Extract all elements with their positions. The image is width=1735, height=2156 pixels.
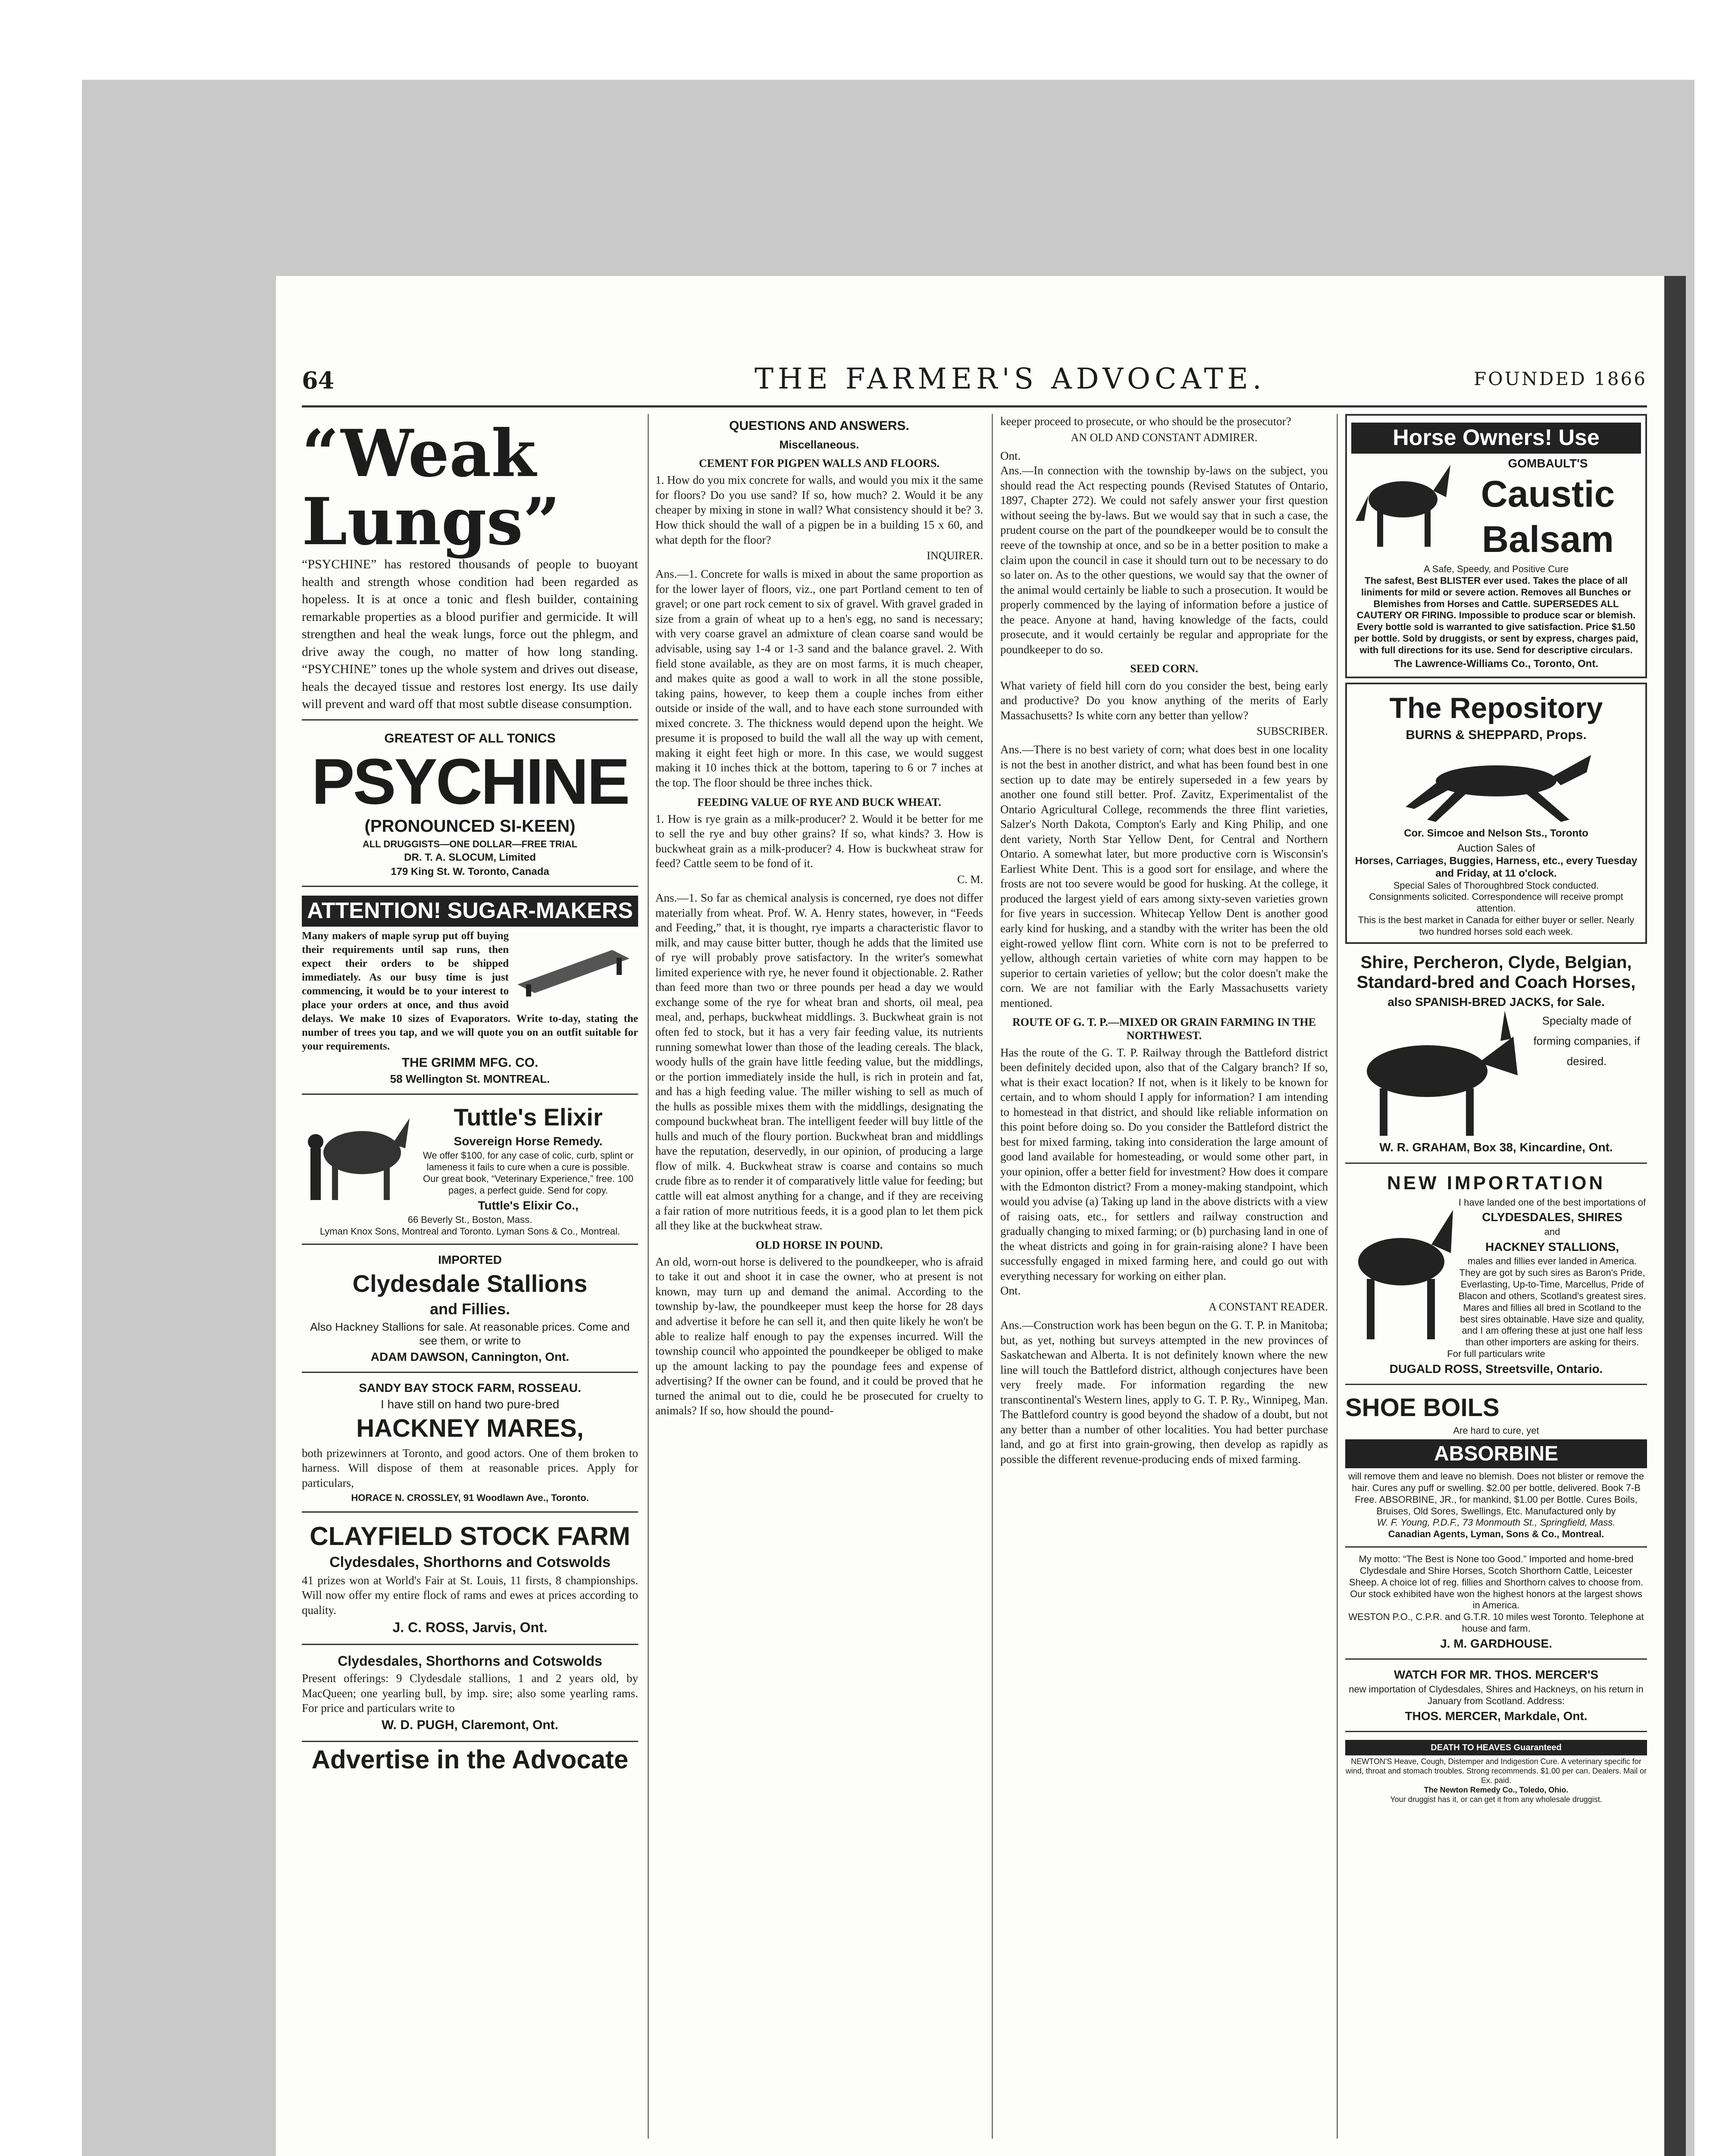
repository-consign: Consignments solicited. Correspondence will receive prompt attention. xyxy=(1369,891,1623,914)
tuttle-address: 66 Beverly St., Boston, Mass. xyxy=(407,1214,532,1225)
dawson-ad xyxy=(302,1245,638,1373)
dawson-signature: ADAM DAWSON, Cannington, Ont. xyxy=(370,1350,570,1363)
ross-ad xyxy=(1345,1164,1647,1385)
newton-ad xyxy=(1345,1732,1647,1811)
answer-body: Ans.—There is no best variety of corn; what does best in one locality is not the best in another district, and what has been found best in one section up to date may be entirely superseded in a few years by another one found still better. Prof. Zavitz, Experimentalist of the Ontario Agricultural College, recommends the three flint varieties, Salzer's North Dakota, Compton's Early and King Philip, and one dent variety, North Star Yellow Dent, for Central and Northern Ontario. A somewhat later, but more productive corn is Wisconsin's Earliest White Dent. This is a good sort for ensilage, and where the frosts are not too severe would be good for husking. At the college, it produced the largest yield of ears among sixty-seven varieties grown for five years in succession. Whitecap Yellow Dent is another good early kind for husking, and a standby with the writer has been the old eight-rowed yellow flint corn. White corn is not to be preferred to yellow, although certain varieties of white corn may happen to be superior to certain varieties of yellow; but the color doesn't make the corn. We are not familiar with the Early Massachusetts variety mentioned. xyxy=(1000,743,1328,1009)
tuttle-body: We offer $100, for any case of colic, curb, splint or lameness it fails to cure when a cure is possible. Our great book, “Veterinary Experience,” free. 100 pages, a perfect guide. Send for copy. xyxy=(423,1150,634,1196)
evaporator-illustration xyxy=(509,933,638,997)
newton-company: The Newton Remedy Co., Toledo, Ohio. xyxy=(1424,1786,1569,1795)
psychine-tagline: GREATEST OF ALL TONICS xyxy=(384,731,556,746)
sandy-bay-intro: I have still on hand two pure-bred xyxy=(380,1398,560,1411)
sandy-bay-signature: HORACE N. CROSSLEY, 91 Woodlawn Ave., Toronto. xyxy=(351,1492,589,1503)
repository-owners: BURNS & SHEPPARD, Props. xyxy=(1406,727,1587,742)
gardhouse-signature: J. M. GARDHOUSE. xyxy=(1440,1636,1552,1650)
mercer-ad xyxy=(1345,1660,1647,1732)
gombault-maker: GOMBAULT'S xyxy=(1508,456,1588,470)
weak-lungs-ad xyxy=(302,414,638,721)
ross-intro: I have landed one of the best importations of xyxy=(1458,1197,1646,1208)
clydesdale-illustration xyxy=(1345,1197,1457,1344)
absorbine-ad xyxy=(1345,1385,1647,1548)
header-rule xyxy=(302,405,1647,407)
horse-and-groom-illustration xyxy=(302,1101,414,1213)
question-title: ROUTE OF G. T. P.—MIXED OR GRAIN FARMING IN THE NORTHWEST. xyxy=(1012,1016,1316,1042)
absorbine-side: Are hard to cure, yet xyxy=(1453,1425,1539,1436)
pugh-body: Present offerings: 9 Clydesdale stallions, 1 and 2 years old, by MacQueen; one yearling bull, by imp. sire; also some yearling rams. For price and particulars write to xyxy=(302,1672,638,1715)
ross-signature: DUGALD ROSS, Streetsville, Ontario. xyxy=(1389,1362,1603,1376)
question-signature: SUBSCRIBER. xyxy=(1256,725,1328,738)
gombault-product-1: Caustic xyxy=(1481,473,1615,515)
psychine-maker: DR. T. A. SLOCUM, Limited xyxy=(404,851,536,863)
column-questions xyxy=(655,414,983,2147)
column-ads-right xyxy=(1345,414,1647,2147)
repository-address: Cor. Simcoe and Nelson Sts., Toronto xyxy=(1404,827,1588,839)
question-title: FEEDING VALUE OF RYE AND BUCK WHEAT. xyxy=(697,796,941,808)
jack-donkey-illustration xyxy=(1345,1011,1526,1140)
grimm-address: 58 Wellington St. MONTREAL. xyxy=(390,1072,550,1086)
dawson-label: IMPORTED xyxy=(438,1253,502,1267)
gardhouse-body: My motto: “The Best is None too Good.” Imported and home-bred Clydesdale and Shire Horses, Scotch Shorthorn Cattle, Leicester Sheep. A choice lot of reg. fillies and Shorthorn calves to choose from. Our stock exhibited have won the highest honors at the largest shows in America. xyxy=(1349,1554,1644,1611)
founded-year: FOUNDED 1866 xyxy=(1474,368,1647,389)
question-body: Has the route of the G. T. P. Railway through the Battleford district been definitely decided upon, also that of the Calgary branch? If so, what is their exact location? If not, when is it likely to be known for certain, and to whom should I apply for information? I am intending to homestead in that district, and should like reliable information on this point before doing so. Do you consider the Battleford district the best for mixed farming, taking into consideration the large amount of good land available for homesteading, or would some other part, in your opinion, offer a better field for investment? How does it compare with the Edmonton district? From a money-making standpoint, which would you advise (a) Taking up land in the above districts with a view of raising oats, etc., for settlers and railway construction and gradually changing to mixed farming; or (b) purchasing land in one of the wheat districts and going in for grain-raising alone? I have been successfully engaged in mixed farming here, and could go out with everything necessary for working on either plan. xyxy=(1000,1046,1328,1282)
gombault-company: The Lawrence-Williams Co., Toronto, Ont. xyxy=(1394,658,1599,670)
clayfield-subheading: Clydesdales, Shorthorns and Cotswolds xyxy=(329,1554,611,1570)
mercer-signature: THOS. MERCER, Markdale, Ont. xyxy=(1405,1709,1588,1723)
clayfield-heading: CLAYFIELD STOCK FARM xyxy=(310,1521,630,1551)
grimm-body: Many makers of maple syrup put off buying their requirements until sap runs, then expect their orders to be shipped immediately. As our busy time is just commencing, it would be to your interest to place your orders at once, and thus avoid delays. We make 10 sizes of Evaporators. Write to-day, stating the number of trees you tap, and we will quote you on an outfit suitable for your requirements. xyxy=(302,930,638,1053)
gombault-tagline: A Safe, Speedy, and Positive Cure xyxy=(1424,564,1569,575)
clayfield-signature: J. C. ROSS, Jarvis, Ont. xyxy=(392,1620,548,1636)
page-header xyxy=(302,362,1647,401)
mercer-body: new importation of Clydesdales, Shires and Hackneys, on his return in January from Scotland. Address: xyxy=(1349,1684,1644,1706)
question-title: CEMENT FOR PIGPEN WALLS AND FLOORS. xyxy=(698,457,940,470)
newton-body: NEWTON'S Heave, Cough, Distemper and Indigestion Cure. A veterinary specific for wind, throat and stomach troubles. Strong recommends. $1.00 per can. Dealers. Mail or Ex. paid. xyxy=(1345,1757,1647,1785)
question-signature: INQUIRER. xyxy=(927,549,983,562)
sandy-bay-ad xyxy=(302,1373,638,1512)
horse-illustration xyxy=(1351,456,1455,551)
ross-heading: NEW IMPORTATION xyxy=(1387,1172,1606,1194)
tuttle-subheading: Sovereign Horse Remedy. xyxy=(454,1134,603,1148)
grimm-ad xyxy=(302,887,638,1095)
column-rule xyxy=(1337,414,1338,2139)
question-body: keeper proceed to prosecute, or who should be the prosecutor? xyxy=(1000,415,1291,428)
question-body: 1. How is rye grain as a milk-producer? 2. Would it be better for me to sell the rye and buy other grains? If so, what kinds? 3. How is buckwheat grain as a milk-producer? 4. How is buckwheat straw for feed? Cattle seem to be fond of it. xyxy=(655,812,983,870)
section-title: QUESTIONS AND ANSWERS. xyxy=(729,419,909,433)
pugh-signature: W. D. PUGH, Claremont, Ont. xyxy=(381,1717,559,1732)
weak-lungs-body: “PSYCHINE” has restored thousands of people to buoyant health and strength whose condition had been regarded as hopeless. It is at once a tonic and flesh builder, containing remarkable properties as a blood purifier and germicide. It will strengthen and heal the weak lungs, force out the phlegm, and drive away the cough, no matter of how long standing. “PSYCHINE” tones up the whole system and drives out disease, heals the decayed tissue and restores lost energy. Its use daily will prevent and ward off that most subtle disease consumption. xyxy=(302,557,638,711)
answer-body: Ans.—In connection with the township by-laws on the subject, you should read the Act respecting pounds (Revised Statutes of Ontario, 1897, Chapter 272). We could not safely answer your first question without seeing the by-laws. But we would say that in such a case, the prudent course on the part of the poundkeeper would be to consult the reeve of the township at once, and so be in a better position to make a claim upon the council in case it should turn out to be necessary to do so later on. As to the other questions, we would say that the owner of the animal would certainly be liable to such a prosecution. It would be properly commenced by the laying of information before a justice of the peace. Anyone at hand, having knowledge of the facts, could prosecute, and it would certainly be regular and appropriate for the poundkeeper to do so. xyxy=(1000,464,1328,656)
ross-hackney: HACKNEY STALLIONS, xyxy=(1485,1240,1619,1253)
column-ads-left xyxy=(302,414,638,2147)
psychine-address: 179 King St. W. Toronto, Canada xyxy=(391,865,549,877)
repository-special: Special Sales of Thoroughbred Stock conducted. xyxy=(1393,880,1599,891)
answer-body: Ans.—1. Concrete for walls is mixed in about the same proportion as for the lower layer of floors, viz., one part Portland cement to ten of gravel; or one part rock cement to six of gravel. With gravel graded in size from a grain of wheat up to a hen's egg, no sand is necessary; with very coarse gravel an admixture of clean coarse sand would be advisable, using say 1-4 or 1-3 sand and the balance gravel. 2. With field stone available, as they are on most farms, it is much cheaper, and makes quite as good a wall to work in all the stone possible, taking pains, however, to keep them a couple inches from either outside or inside of the wall, and to have each stone surrounded with mixed concrete. 3. The thickness would depend upon the height. We presume it is proposed to build the wall all the way up with cement, making it eight feet high or more. In this case, we would suggest making it 10 inches thick at the bottom, tapering to 6 or 7 inches at the top. The floor should be three inches thick. xyxy=(655,567,983,789)
sandy-bay-body: both prizewinners at Toronto, and good actors. One of them broken to harness. Will dispose of them at reasonable prices. Apply for particulars, xyxy=(302,1446,638,1489)
tuttle-agents: Lyman Knox Sons, Montreal and Toronto. Lyman Sons & Co., Montreal. xyxy=(319,1226,620,1237)
gombault-ad xyxy=(1345,414,1647,678)
gombault-heading: Horse Owners! Use xyxy=(1351,423,1641,454)
repository-ad xyxy=(1345,683,1647,944)
question-title: SEED CORN. xyxy=(1130,662,1198,675)
question-signature: AN OLD AND CONSTANT ADMIRER. xyxy=(1071,431,1258,444)
psychine-pronounced: (PRONOUNCED SI-KEEN) xyxy=(364,816,576,836)
repository-goods: Horses, Carriages, Buggies, Harness, etc., every Tuesday and Friday, at 11 o'clock. xyxy=(1355,855,1638,880)
psychine-name: PSYCHINE xyxy=(311,745,629,818)
clayfield-body: 41 prizes won at World's Fair at St. Louis, 11 firsts, 8 championships. Will now offer my entire flock of rams and ewes at prices according to quality. xyxy=(302,1573,638,1617)
tuttle-company: Tuttle's Elixir Co., xyxy=(478,1198,579,1212)
clayfield-ad xyxy=(302,1513,638,1645)
question-title: OLD HORSE IN POUND. xyxy=(755,1238,883,1251)
dawson-heading: Clydesdale Stallions xyxy=(352,1269,588,1297)
absorbine-heading: SHOE BOILS xyxy=(1345,1394,1500,1422)
page-number: 64 xyxy=(302,367,335,394)
gombault-body: The safest, Best BLISTER ever used. Takes the place of all liniments for mild or severe action. Removes all Bunches or Blemishes from Horses and Cattle. SUPERSEDES ALL CAUTERY OR FIRING. Impossible to produce scar or blemish. Every bottle sold is warranted to give satisfaction. Price $1.50 per bottle. Sold by druggists, or sent by express, charges paid, with full directions for its use. Send for descriptive circulars. xyxy=(1354,575,1638,655)
sandy-bay-heading: HACKNEY MARES, xyxy=(356,1414,584,1443)
answer-body: Ans.—Construction work has been begun on the G. T. P. in Manitoba; but, as yet, nothing but surveys attempted in the new provinces of Saskatchewan and Alberta. It is not definitely known where the new line will touch the Battleford district, although conjectures have been very freely made. For information regarding the new transcontinental's Western lines, apply to G. T. P. Ry., Winnipeg, Man. The Battleford country is good beyond the shadow of a doubt, but not any better than a number of other localities. You had better purchase land, and go at first into grain-growing, then develop as rapidly as possible the different revenue-producing ends of mixed farming. xyxy=(1000,1319,1328,1466)
pugh-heading: Clydesdales, Shorthorns and Cotswolds xyxy=(338,1653,602,1669)
tuttle-ad xyxy=(302,1095,638,1245)
grimm-heading: ATTENTION! SUGAR-MAKERS xyxy=(302,896,638,927)
running-horse-illustration xyxy=(1388,746,1604,824)
section-subtitle: Miscellaneous. xyxy=(779,438,859,451)
psychine-ad xyxy=(302,721,638,887)
masthead-title: THE FARMER'S ADVOCATE. xyxy=(755,362,1266,395)
gardhouse-ad xyxy=(1345,1548,1647,1660)
ross-body: males and fillies ever landed in America. They are got by such sires as Baron's Pride, Everlasting, Up-to-Time, Marcellus, Pride of Blacon and others, Scotland's greatest sires. Mares and fillies all bred in Scotland to the best sires obtainable. Have size and quality, and I am offering these at just one half less than other importers are asking for theirs. For full particulars write xyxy=(1447,1256,1646,1359)
question-body: 1. How do you mix concrete for walls, and would you mix it the same for floors? Do you use sand? If so, how much? 2. Would it be any cheaper by mixing in stone in wall? What consistency should it be? 3. How thick should the wall of a pigpen be in a building 15 x 60, and what depth for the floor? xyxy=(655,473,983,546)
absorbine-agents: Canadian Agents, Lyman, Sons & Co., Montreal. xyxy=(1388,1529,1604,1540)
grimm-company: THE GRIMM MFG. CO. xyxy=(401,1056,539,1070)
question-signature: A CONSTANT READER. xyxy=(1209,1300,1328,1313)
advertise-banner: Advertise in the Advocate xyxy=(311,1745,629,1774)
repository-market: This is the best market in Canada for either buyer or seller. Nearly two hundred horses sold each week. xyxy=(1358,915,1635,937)
gardhouse-station: WESTON P.O., C.P.R. and G.T.R. 10 miles west Toronto. Telephone at house and farm. xyxy=(1348,1611,1644,1634)
repository-heading: The Repository xyxy=(1389,691,1603,724)
ross-breeds: CLYDESDALES, SHIRES xyxy=(1482,1210,1622,1224)
gombault-product-2: Balsam xyxy=(1482,519,1614,561)
weak-lungs-heading: “Weak Lungs” xyxy=(302,416,561,560)
question-place: Ont. xyxy=(1000,449,1021,462)
newton-note: Your druggist has it, or can get it from any wholesale druggist. xyxy=(1390,1795,1602,1804)
newton-badge: DEATH TO HEAVES Guaranteed xyxy=(1345,1740,1647,1755)
newspaper-page xyxy=(276,276,1664,2156)
mercer-heading: WATCH FOR MR. THOS. MERCER'S xyxy=(1394,1668,1599,1682)
column-questions-continued xyxy=(1000,414,1328,2147)
psychine-price: ALL DRUGGISTS—ONE DOLLAR—FREE TRIAL xyxy=(362,838,578,849)
tuttle-heading: Tuttle's Elixir xyxy=(454,1103,603,1131)
question-body: An old, worn-out horse is delivered to the poundkeeper, who is afraid to take it out and shoot it in case the owner, who at present is not known, may turn up and demand the animal. According to the township by-law, the poundkeeper must keep the horse for 28 days and advertise it before he can sell it, and then quite likely he won't be able to realize half enough to pay the expenses incurred. Will the township council who appointed the poundkeeper be obliged to make up the amount lacking to pay the poundage fees and expense of advertising? If the owner can be found, and it could be proved that he turned the animal out to die, could he be prosecuted for cruelty to animals? If so, how should the pound- xyxy=(655,1255,983,1417)
absorbine-maker: W. F. Young, P.D.F., 73 Monmouth St., Springfield, Mass. xyxy=(1377,1517,1616,1528)
repository-auction: Auction Sales of xyxy=(1457,842,1535,854)
column-rule xyxy=(992,414,993,2139)
column-rule xyxy=(648,414,649,2139)
absorbine-body: will remove them and leave no blemish. Does not blister or remove the hair. Cures any puff or swelling. $2.00 per bottle, delivered. Book 7-B Free. ABSORBINE, JR., for mankind, $1.00 per Bottle. Cures Boils, Bruises, Old Sores, Swellings, Etc. Manufactured only by xyxy=(1348,1471,1644,1517)
absorbine-product: ABSORBINE xyxy=(1345,1439,1647,1468)
graham-box-text: Specialty made of forming companies, if desired. xyxy=(1533,1014,1640,1068)
question-body: What variety of field hill corn do you consider the best, being early and productive? Do you know anything of the merits of Early Massachusetts? Is white corn any better than yellow? xyxy=(1000,679,1328,722)
graham-signature: W. R. GRAHAM, Box 38, Kincardine, Ont. xyxy=(1379,1141,1613,1154)
question-place: Ont. xyxy=(1000,1284,1021,1297)
answer-body: Ans.—1. So far as chemical analysis is concerned, rye does not differ materially from wheat. Prof. W. A. Henry states, however, in “Feeds and Feeding,” that, it is thought, rye imparts a characteristic flavor to milk, and may cause bitter butter, though he adds that the limited use of rye will probably prove satisfactory. In the writer's somewhat limited experience with rye, he never found it objectionable. 2. Rather than feed more than two or three pounds per head a day we would exchange some of the rye for wheat bran and shorts, oil meal, pea meal, and, perhaps, buckwheat middlings. 3. Buckwheat grain is not often fed to stock, but it has a very fair feeding value, its nutrients running somewhat lower than those of the leading cereals. The black, woody hulls of the grain have little feeding value, but the middlings, or the portion immediately inside the hull, is rich in protein and fat, and has a high feeding value. The miller wishing to sell as much of the hulls as possible mixes them with the middlings, designating the compound buckwheat bran. The intelligent feeder will buy little of the hulls and much of the floury portion. Buckwheat bran and middlings have the reputation, deservedly, in our opinion, of producing a large flow of milk. 4. Buckwheat straw is coarse and contains so much crude fibre as to render it of comparatively little value for feeding; but cattle will eat almost anything for a change, and if they are receiving a fair ration of more nutritious feeds, it is a good plan to let them pick all they like at the buckwheat straw. xyxy=(655,891,983,1232)
dawson-subheading: and Fillies. xyxy=(429,1300,510,1318)
graham-heading: Shire, Percheron, Clyde, Belgian, Standard-bred and Coach Horses, xyxy=(1356,953,1636,992)
sandy-bay-farm: SANDY BAY STOCK FARM, ROSSEAU. xyxy=(359,1381,581,1395)
graham-also: also SPANISH-BRED JACKS, for Sale. xyxy=(1387,995,1605,1009)
pugh-ad xyxy=(302,1645,638,1742)
ross-and: and xyxy=(1544,1226,1560,1237)
question-signature: C. M. xyxy=(957,873,983,886)
graham-ad xyxy=(1345,944,1647,1164)
dawson-body: Also Hackney Stallions for sale. At reasonable prices. Come and see them, or write to xyxy=(310,1320,630,1348)
